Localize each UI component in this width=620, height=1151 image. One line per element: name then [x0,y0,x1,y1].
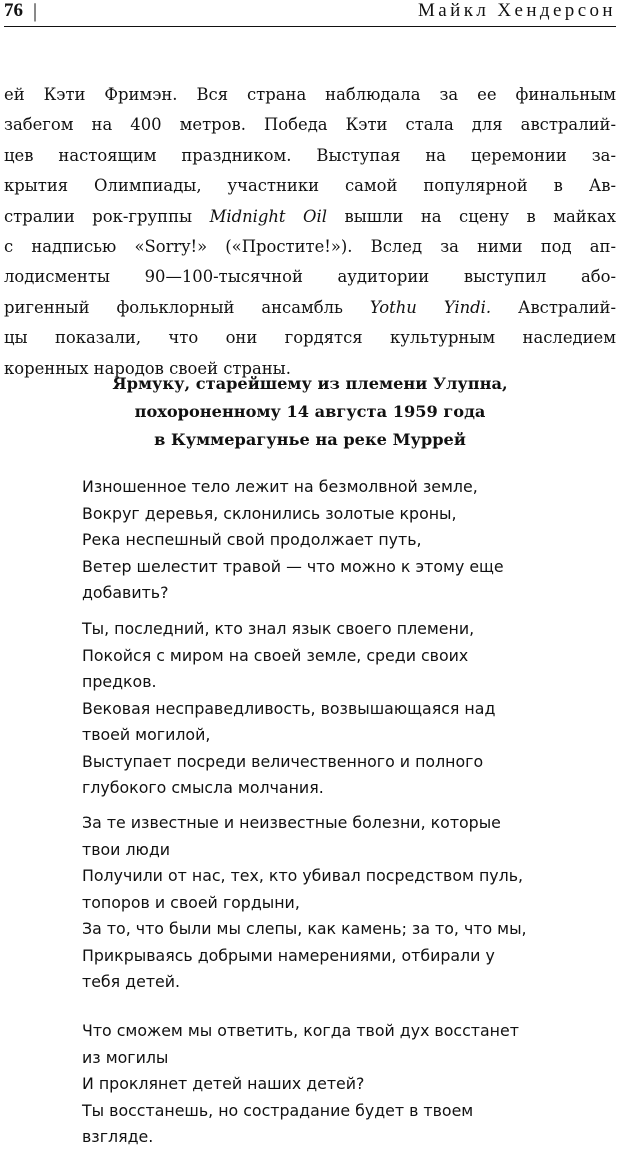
poem-line: топоров и своей гордыни, [82,892,300,912]
poem-line: тебя детей. [82,972,181,991]
header-rule [4,26,616,27]
paragraph-line: с надписью «Sorry!» («Простите!»). Вслед за ними под ап- [4,237,616,257]
running-head [4,0,616,24]
poem-line: Река неспешный свой продолжает путь, [82,530,422,549]
poem-line: из могилы [82,1047,169,1067]
poem-dedication [4,370,616,454]
poem-line: И проклянет детей наших детей? [82,1074,365,1093]
poem-line: Ветер шелестит травой — что можно к этому еще [82,556,504,576]
band-name-italic: Midnight Oil [209,206,327,226]
poem-line: Вековая несправедливость, возвышающаяся над [82,698,496,718]
poem-stanza [82,810,612,996]
line-text: Австралий- [491,297,616,317]
poem-line: Что сможем мы ответить, когда твой дух восстанет [82,1021,519,1040]
dedication-line: похороненному 14 августа 1959 года [134,402,486,421]
running-title: Майкл Хендерсон [418,0,616,21]
line-text: вышли на сцену в майках [326,206,616,226]
poem-line: добавить? [82,583,169,602]
line-text: ригенный фольклорный ансамбль [4,297,370,317]
poem-line: За то, что были мы слепы, как камень; за то, что мы, [82,919,527,938]
page-number: 76 [4,0,23,21]
poem-line: твоей могилой, [82,725,211,744]
poem-line: твои люди [82,839,171,859]
poem-line: Получили от нас, тех, кто убивал посредством пуль, [82,866,524,885]
paragraph-line: коренных народов своей страны. [4,358,291,378]
poem-stanza [82,616,612,802]
paragraph-line: цев настоящим праздником. Выступая на церемонии за- [4,145,616,165]
poem-line: Покойся с миром на своей земле, среди своих [82,645,469,665]
poem-stanza [82,1018,612,1151]
poem-line: Изношенное тело лежит на безмолвной земле, [82,477,478,496]
band-name-italic: Yothu Yindi. [369,297,492,317]
poem-line: Ты, последний, кто знал язык своего племени, [82,619,475,638]
paragraph-line: забегом на 400 метров. Победа Кэти стала для австралий- [4,115,616,135]
body-paragraph [4,80,616,384]
poem-line: Вокруг деревья, склонились золотые кроны, [82,503,457,523]
paragraph-line: цы показали, что они гордятся культурным наследием [4,328,616,348]
poem-line: Прикрываясь добрыми намерениями, отбирали у [82,945,495,965]
line-text: стралии рок-группы [4,206,210,226]
poem-line: За те известные и неизвестные болезни, которые [82,813,501,832]
poem-line: предков. [82,672,157,691]
poem-line: взгляде. [82,1127,154,1146]
paragraph-line: крытия Олимпиады, участники самой популярной в Ав- [4,176,616,196]
paragraph-line [4,202,616,232]
poem-line: Выступает посреди величественного и полного [82,751,484,771]
dedication-line: в Куммерагунье на реке Муррей [154,430,466,449]
header-separator: | [33,0,38,22]
dedication-line: Ярмуку, старейшему из племени Улупна, [112,374,508,393]
poem-stanza [82,474,612,607]
poem-line: глубокого смысла молчания. [82,778,324,797]
paragraph-line: ей Кэти Фримэн. Вся страна наблюдала за ее финальным [4,85,616,104]
paragraph-line: лодисменты 90—100-тысячной аудитории выступил або- [4,267,616,287]
paragraph-line [4,293,616,323]
poem-line: Ты восстанешь, но сострадание будет в твоем [82,1100,474,1120]
